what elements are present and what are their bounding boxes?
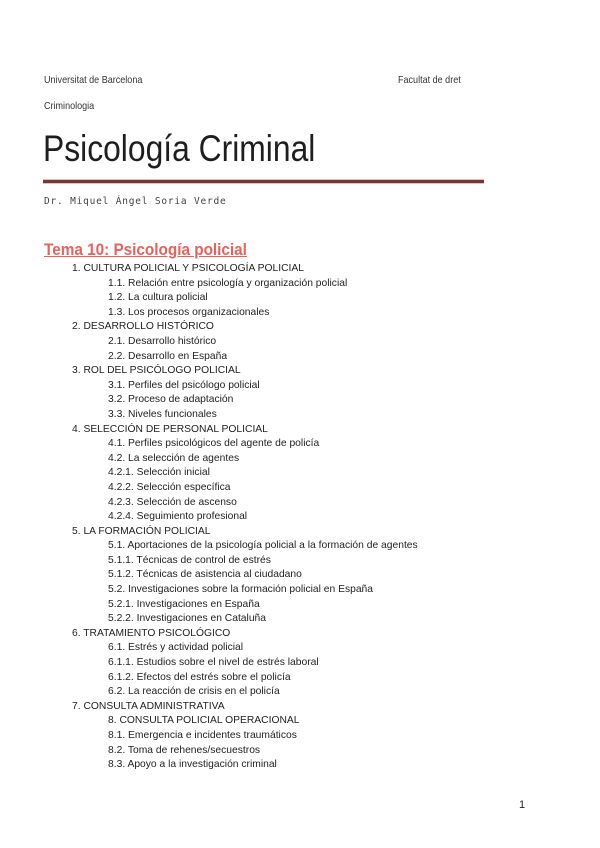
toc-subsection-item: 4.1. Perfiles psicológicos del agente de policía [108,438,320,450]
toc-subsection-item: 3.1. Perfiles del psicólogo policial [108,379,260,391]
toc-subsection-item: 5.1.1. Técnicas de control de estrés [108,554,271,566]
toc-subsection-item: 8.3. Apoyo a la investigación criminal [108,759,277,771]
toc-section-item: 3. ROL DEL PSICÓLOGO POLICIAL [72,365,241,377]
faculty-name: Facultat de dret [398,74,461,86]
author-name: Dr. Miquel Ángel Soria Verde [44,196,227,207]
page-number: 1 [519,799,526,811]
toc-section-item: 1. CULTURA POLICIAL Y PSICOLOGÍA POLICIAL [72,263,304,274]
degree-name: Criminologia [44,100,95,112]
toc-subsection-item: 4.2.4. Seguimiento profesional [108,511,248,523]
toc-subsection-item: 1.1. Relación entre psicología y organización policial [108,277,348,289]
toc-subsection-item: 4.2.2. Selección específica [108,481,231,493]
title-underline-rule [43,179,484,184]
toc-subsection-item: 6.1.2. Efectos del estrés sobre el policía [108,671,291,683]
toc-subsection-item: 8.2. Toma de rehenes/secuestros [108,744,261,756]
toc-subsection-item: 4.2.3. Selección de ascenso [108,496,237,508]
toc-subsection-item: 6.2. La reacción de crisis en el policía [108,686,280,698]
university-name: Universitat de Barcelona [44,74,143,86]
toc-section-item: 2. DESARROLLO HISTÓRICO [72,321,214,333]
toc-subsection-item: 6.1. Estrés y actividad policial [108,642,244,654]
toc-subsection-item: 5.2.1. Investigaciones en España [108,598,260,610]
toc-subsection-item: 3.2. Proceso de adaptación [108,394,234,406]
toc-subsection-item: 5.1. Aportaciones de la psicología policial a la formación de agentes [108,540,418,552]
document-title: Psicología Criminal [43,128,316,169]
toc-section-item: 7. CONSULTA ADMINISTRATIVA [72,700,225,712]
table-of-contents [0,262,600,773]
toc-subsection-item: 8. CONSULTA POLICIAL OPERACIONAL [108,715,300,727]
toc-section-item: 5. LA FORMACIÓN POLICIAL [72,525,211,537]
toc-subsection-item: 2.1. Desarrollo histórico [108,335,217,347]
topic-heading: Tema 10: Psicología policial [44,240,247,259]
toc-subsection-item: 1.2. La cultura policial [108,292,208,304]
toc-subsection-item: 6.1.1. Estudios sobre el nivel de estrés laboral [108,657,319,669]
toc-subsection-item: 5.2. Investigaciones sobre la formación policial en España [108,584,374,596]
toc-subsection-item: 4.2.1. Selección inicial [108,467,210,479]
toc-subsection-item: 5.1.2. Técnicas de asistencia al ciudadano [108,569,302,581]
toc-section-item: 4. SELECCIÓN DE PERSONAL POLICIAL [72,423,268,435]
toc-section-item: 6. TRATAMIENTO PSICOLÓGICO [72,627,231,639]
toc-subsection-item: 2.2. Desarrollo en España [108,350,228,362]
toc-subsection-item: 8.1. Emergencia e incidentes traumáticos [108,730,297,741]
toc-subsection-item: 1.3. Los procesos organizacionales [108,306,270,318]
toc-subsection-item: 4.2. La selección de agentes [108,452,240,464]
toc-subsection-item: 3.3. Niveles funcionales [108,408,217,420]
toc-subsection-item: 5.2.2. Investigaciones en Cataluña [108,613,266,625]
